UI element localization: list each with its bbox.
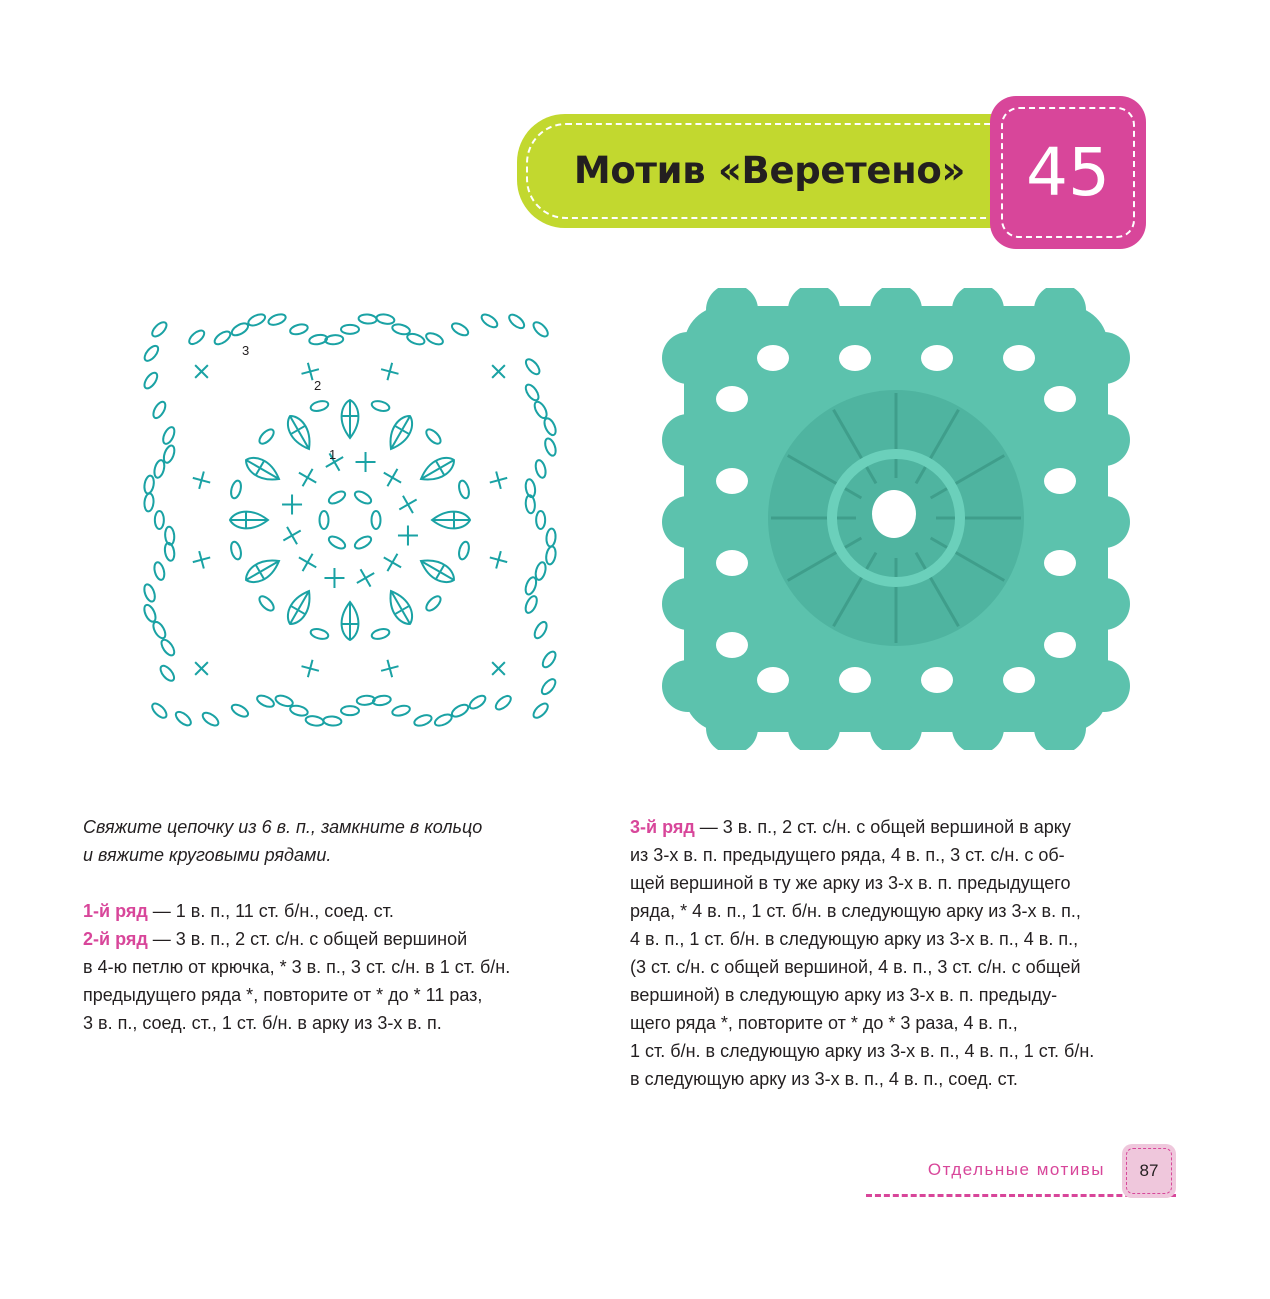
- chain-stitch-symbol: [424, 427, 443, 446]
- cluster-symbol: [417, 453, 458, 487]
- outer-chain-symbol: [289, 323, 309, 336]
- outer-chain-symbol: [523, 383, 541, 403]
- page-number: 87: [1139, 1161, 1159, 1180]
- cluster-symbol: [283, 587, 317, 628]
- row3-line: 1 ст. б/н. в следующую арку из 3-х в. п., 4 в. п., 1 ст. б/н.: [630, 1041, 1095, 1061]
- row3-text: — 3 в. п., 2 ст. с/н. с общей вершиной в арку: [694, 817, 1071, 837]
- ring-chain-symbol: [320, 511, 329, 529]
- cluster-symbol: [242, 554, 283, 588]
- edge-loop: [662, 332, 714, 384]
- chain-stitch-symbol: [257, 427, 276, 446]
- edge-loop: [1078, 414, 1130, 466]
- chain-stitch-symbol: [257, 594, 276, 613]
- outer-chain-symbol: [413, 713, 433, 728]
- page-number-badge: [1122, 1144, 1176, 1198]
- row3-line: вершиной) в следующую арку из 3-х в. п. предыду-: [630, 985, 1058, 1005]
- outer-chain-symbol: [424, 331, 444, 347]
- diagram-label-2: 2: [314, 378, 322, 393]
- row3-line: из 3-х в. п. предыдущего ряда, 4 в. п., 3 ст. с/н. с об-: [630, 845, 1065, 865]
- outer-chain-symbol: [305, 715, 324, 727]
- outer-chain-symbol: [150, 320, 169, 339]
- ring-chain-symbol: [353, 489, 373, 506]
- outer-chain-symbol: [150, 701, 169, 720]
- outer-chain-symbol: [532, 620, 549, 640]
- outer-chain-symbol: [142, 583, 157, 603]
- chain-stitch-symbol: [457, 541, 470, 561]
- outer-chain-symbol: [358, 314, 377, 325]
- outer-chain-symbol: [151, 620, 168, 640]
- outer-chain-symbol: [494, 693, 514, 711]
- outer-chain-symbol: [267, 312, 287, 327]
- outer-chain-symbol: [531, 701, 550, 720]
- ring-chain-symbol: [372, 511, 381, 529]
- single-crochet-symbol: [394, 491, 421, 518]
- outer-chain-symbol: [480, 312, 500, 330]
- ring-chain-symbol: [327, 534, 347, 551]
- outer-chain-symbol: [543, 437, 558, 457]
- outer-single-crochet-symbol: [379, 657, 401, 679]
- intro-text: [83, 813, 603, 869]
- cluster-symbol: [384, 587, 418, 628]
- edge-loop: [662, 496, 714, 548]
- motif-number-badge: [990, 96, 1146, 249]
- outer-chain-symbol: [255, 693, 275, 709]
- mesh-hole: [839, 345, 871, 371]
- outer-chain-symbol: [542, 417, 558, 437]
- outer-chain-symbol: [539, 677, 557, 697]
- outer-single-crochet-symbol: [190, 549, 212, 571]
- row3-line: щей вершиной в ту же арку из 3-х в. п. предыдущего: [630, 873, 1071, 893]
- mesh-hole: [716, 468, 748, 494]
- edge-loop: [1078, 660, 1130, 712]
- chain-stitch-symbol: [229, 480, 242, 500]
- outer-chain-symbol: [540, 650, 558, 670]
- mesh-hole: [1044, 632, 1076, 658]
- outer-single-crochet-symbol: [189, 656, 214, 681]
- cluster-symbol: [342, 400, 359, 438]
- outer-chain-symbol: [507, 312, 527, 330]
- cluster-symbol: [342, 602, 359, 640]
- outer-chain-symbol: [159, 638, 177, 658]
- outer-chain-symbol: [201, 710, 221, 728]
- row2-label: 2-й ряд: [83, 929, 148, 949]
- outer-single-crochet-symbol: [379, 360, 401, 382]
- mesh-hole: [757, 667, 789, 693]
- mesh-hole: [1044, 386, 1076, 412]
- single-crochet-symbol: [294, 464, 321, 491]
- chain-stitch-symbol: [424, 594, 443, 613]
- edge-loop: [1078, 578, 1130, 630]
- row3-line: в следующую арку из 3-х в. п., 4 в. п., соед. ст.: [630, 1069, 1018, 1089]
- row1-text: — 1 в. п., 11 ст. б/н., соед. ст.: [147, 901, 394, 921]
- cluster-symbol: [432, 512, 470, 529]
- mesh-hole: [716, 632, 748, 658]
- instructions-left: [83, 813, 603, 1037]
- single-crochet-symbol: [356, 452, 376, 472]
- instructions-right: [630, 813, 1190, 1093]
- cluster-symbol: [283, 412, 317, 453]
- outer-chain-symbol: [144, 493, 155, 512]
- edge-loop: [662, 660, 714, 712]
- outer-chain-symbol: [230, 702, 250, 719]
- outer-chain-symbol: [142, 344, 160, 364]
- cluster-symbol: [230, 512, 268, 529]
- outer-chain-symbol: [151, 400, 168, 420]
- outer-single-crochet-symbol: [299, 657, 321, 679]
- outer-single-crochet-symbol: [486, 359, 511, 384]
- chain-stitch-symbol: [371, 399, 391, 412]
- outer-chain-symbol: [341, 325, 359, 334]
- outer-chain-symbol: [161, 425, 177, 445]
- mesh-hole: [757, 345, 789, 371]
- section-name: Отдельные мотивы: [927, 1160, 1105, 1179]
- chain-stitch-symbol: [457, 480, 470, 500]
- chain-stitch-symbol: [371, 627, 391, 640]
- outer-chain-symbol: [153, 561, 166, 581]
- outer-chain-symbol: [391, 704, 411, 717]
- intro-line: Свяжите цепочку из 6 в. п., замкните в кольцо: [83, 817, 483, 837]
- outer-chain-symbol: [230, 321, 250, 338]
- outer-chain-symbol: [174, 709, 194, 727]
- outer-chain-symbol: [406, 332, 426, 347]
- outer-chain-symbol: [155, 511, 164, 529]
- cluster-symbol: [384, 412, 418, 453]
- single-crochet-symbol: [282, 494, 302, 514]
- motif-number: 45: [1026, 134, 1110, 211]
- chain-stitch-symbol: [310, 399, 330, 412]
- mesh-hole: [1003, 667, 1035, 693]
- outer-chain-symbol: [213, 329, 233, 347]
- outer-chain-symbol: [376, 313, 395, 325]
- single-crochet-symbol: [352, 564, 379, 591]
- outer-chain-symbol: [162, 444, 177, 464]
- outer-chain-symbol: [142, 371, 160, 391]
- cluster-symbol: [417, 554, 458, 588]
- mesh-hole: [921, 667, 953, 693]
- outer-chain-symbol: [142, 603, 158, 623]
- outer-chain-symbol: [531, 320, 550, 339]
- mesh-hole: [921, 345, 953, 371]
- edge-loop: [1078, 332, 1130, 384]
- row2-line: в 4-ю петлю от крючка, * 3 в. п., 3 ст. с/н. в 1 ст. б/н.: [83, 957, 511, 977]
- mesh-hole: [1044, 468, 1076, 494]
- single-crochet-symbol: [278, 522, 305, 549]
- outer-chain-symbol: [450, 702, 470, 719]
- edge-loop: [662, 578, 714, 630]
- outer-chain-symbol: [523, 357, 541, 377]
- edge-loop: [1078, 496, 1130, 548]
- ring-chain-symbol: [353, 534, 373, 551]
- outer-single-crochet-symbol: [487, 549, 509, 571]
- outer-chain-symbol: [532, 400, 549, 420]
- outer-chain-symbol: [468, 693, 488, 711]
- row1-instruction: [83, 897, 603, 925]
- cluster-symbol: [242, 453, 283, 487]
- row3-line: щего ряда *, повторите от * до * 3 раза, 4 в. п.,: [630, 1013, 1018, 1033]
- diagram-label-3: 3: [242, 343, 250, 358]
- single-crochet-symbol: [398, 526, 418, 546]
- row3-line: ряда, * 4 в. п., 1 ст. б/н. в следующую арку из 3-х в. п.,: [630, 901, 1081, 921]
- mesh-hole: [1044, 550, 1076, 576]
- row3-label: 3-й ряд: [630, 817, 695, 837]
- row3-instruction: [630, 813, 1190, 841]
- page-title: Мотив «Веретено»: [573, 149, 966, 192]
- mesh-hole: [839, 667, 871, 693]
- intro-line: и вяжите круговыми рядами.: [83, 845, 332, 865]
- row2-line: предыдущего ряда *, повторите от * до * 11 раз,: [83, 985, 483, 1005]
- outer-single-crochet-symbol: [189, 359, 214, 384]
- mesh-hole: [716, 550, 748, 576]
- outer-chain-symbol: [546, 528, 557, 547]
- outer-chain-symbol: [187, 328, 207, 346]
- outer-chain-symbol: [536, 511, 545, 529]
- center-hole: [872, 490, 916, 538]
- row3-line: (3 ст. с/н. с общей вершиной, 4 в. п., 3 ст. с/н. с общей: [630, 957, 1081, 977]
- single-crochet-symbol: [379, 464, 406, 491]
- single-crochet-symbol: [294, 549, 321, 576]
- outer-single-crochet-symbol: [486, 656, 511, 681]
- outer-chain-symbol: [545, 546, 557, 565]
- row3-line: 4 в. п., 1 ст. б/н. в следующую арку из 3-х в. п., 4 в. п.,: [630, 929, 1079, 949]
- single-crochet-symbol: [324, 568, 344, 588]
- outer-chain-symbol: [534, 459, 547, 479]
- mesh-hole: [716, 386, 748, 412]
- outer-chain-symbol: [323, 716, 342, 727]
- outer-chain-symbol: [524, 576, 539, 596]
- outer-chain-symbol: [143, 475, 155, 494]
- row1-label: 1-й ряд: [83, 901, 148, 921]
- mesh-hole: [1003, 345, 1035, 371]
- outer-chain-symbol: [341, 706, 359, 715]
- outer-chain-symbol: [433, 712, 453, 728]
- chain-stitch-symbol: [310, 627, 330, 640]
- row2-text: — 3 в. п., 2 ст. с/н. с общей вершиной: [147, 929, 468, 949]
- edge-loop: [662, 414, 714, 466]
- diagram-label-1: 1: [329, 447, 337, 462]
- row2-instruction: [83, 925, 603, 953]
- row2-line: 3 в. п., соед. ст., 1 ст. б/н. в арку из 3-х в. п.: [83, 1013, 442, 1033]
- single-crochet-symbol: [379, 549, 406, 576]
- outer-single-crochet-symbol: [487, 469, 509, 491]
- chain-stitch-symbol: [229, 541, 242, 561]
- title-banner: [517, 114, 1022, 228]
- ring-chain-symbol: [327, 489, 347, 506]
- motif-photo: [662, 288, 1130, 750]
- outer-chain-symbol: [523, 594, 539, 614]
- outer-chain-symbol: [274, 694, 294, 709]
- outer-chain-symbol: [450, 321, 470, 338]
- outer-chain-symbol: [158, 664, 176, 684]
- crochet-diagram: [115, 285, 585, 755]
- outer-chain-symbol: [247, 312, 267, 328]
- outer-single-crochet-symbol: [190, 469, 212, 491]
